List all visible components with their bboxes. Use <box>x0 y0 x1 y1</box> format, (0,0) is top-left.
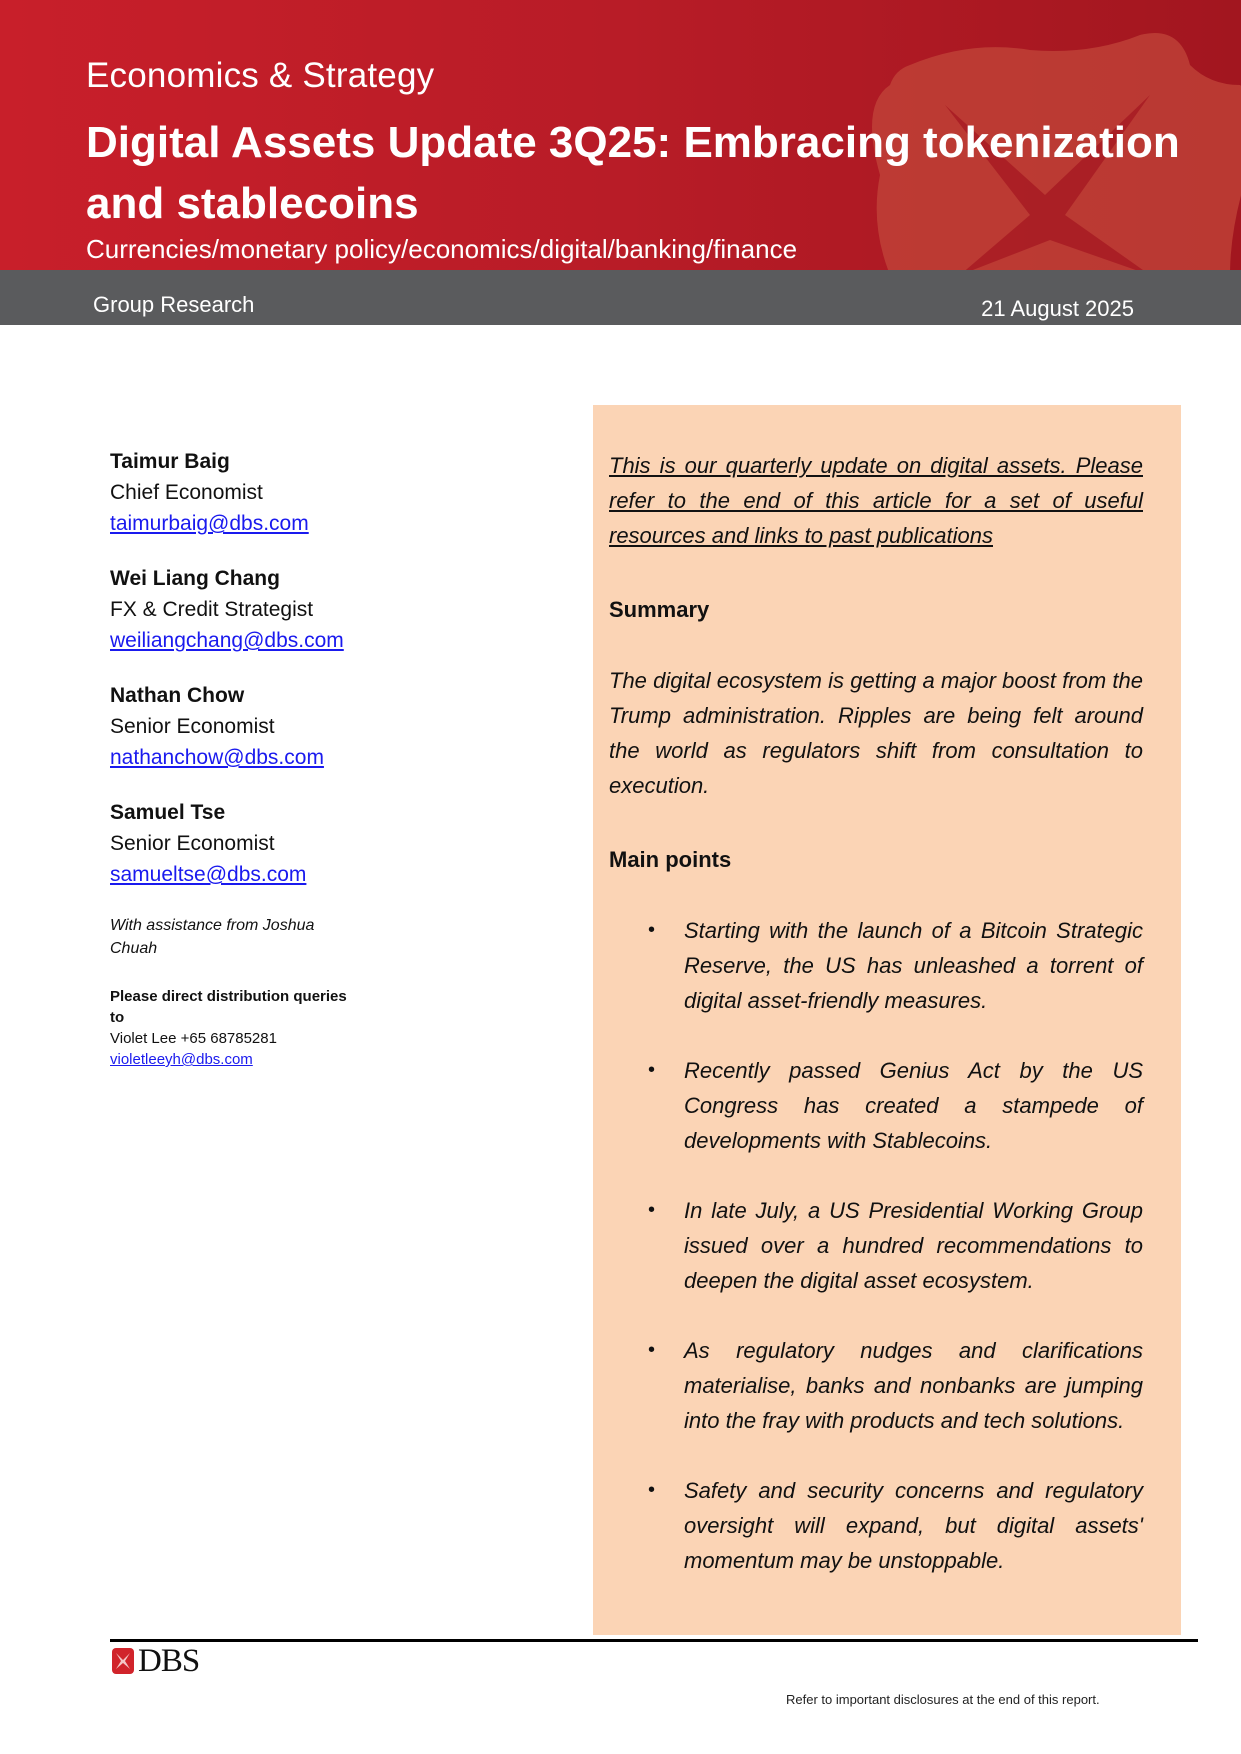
distribution-contact-line: Violet Lee +65 68785281 <box>110 1030 277 1047</box>
author-name: Samuel Tse <box>110 801 226 824</box>
author-email-link[interactable]: weiliangchang@dbs.com <box>110 629 344 652</box>
author-role: Chief Economist <box>110 481 263 504</box>
main-point-text: Starting with the launch of a Bitcoin Strategic Reserve, the US has unleashed a torrent of digital asset-friendly measures. <box>684 918 1143 1013</box>
main-point-item <box>609 1053 1143 1158</box>
author-name: Taimur Baig <box>110 450 230 473</box>
report-topics: Currencies/monetary policy/economics/digital/banking/finance <box>86 234 798 264</box>
author-email-link[interactable]: nathanchow@dbs.com <box>110 746 324 769</box>
main-point-text: Safety and security concerns and regulatory oversight will expand, but digital assets' momentum may be unstoppable. <box>684 1478 1143 1573</box>
author-list <box>110 446 400 1070</box>
author-card <box>110 563 400 656</box>
intro-link[interactable]: This is our quarterly update on digital assets. Please refer to the end of this article for a set of useful resources and links to past publications <box>609 453 1143 548</box>
author-email-link[interactable]: taimurbaig@dbs.com <box>110 512 309 535</box>
summary-text: The digital ecosystem is getting a major boost from the Trump administration. Ripples are being felt around the world as regulators shift from consultation to execution. <box>609 668 1143 798</box>
author-role: Senior Economist <box>110 832 275 855</box>
dbs-wordmark: DBS <box>138 1643 200 1679</box>
main-point-item <box>609 1333 1143 1438</box>
main-point-item <box>609 913 1143 1018</box>
report-date: 21 August 2025 <box>981 296 1134 321</box>
main-point-item <box>609 1473 1143 1578</box>
dbs-star-icon <box>112 1648 134 1674</box>
author-name: Wei Liang Chang <box>110 567 280 590</box>
group-label: Group Research <box>93 292 255 317</box>
bullet-icon: • <box>648 1059 656 1081</box>
summary-heading: Summary <box>609 597 710 622</box>
section-label: Economics & Strategy <box>86 56 435 95</box>
disclosure-note: Refer to important disclosures at the end of this report. <box>786 1692 1100 1707</box>
main-point-text: Recently passed Genius Act by the US Congress has created a stampede of developments with Stablecoins. <box>684 1058 1143 1153</box>
author-role: Senior Economist <box>110 715 275 738</box>
author-card <box>110 797 400 890</box>
author-role: FX & Credit Strategist <box>110 598 314 621</box>
author-card <box>110 446 400 539</box>
bullet-icon: • <box>648 1339 656 1361</box>
distribution-contact <box>110 986 360 1070</box>
author-name: Nathan Chow <box>110 684 245 707</box>
bullet-icon: • <box>648 1199 656 1221</box>
main-point-text: As regulatory nudges and clarifications materialise, banks and nonbanks are jumping into the fray with products and tech solutions. <box>684 1338 1143 1433</box>
footer-divider <box>110 1639 1198 1642</box>
bullet-icon: • <box>648 1479 656 1501</box>
author-email-link[interactable]: samueltse@dbs.com <box>110 863 307 886</box>
main-point-text: In late July, a US Presidential Working Group issued over a hundred recommendations to deepen the digital asset ecosystem. <box>684 1198 1143 1293</box>
summary-box <box>593 405 1181 1635</box>
main-points-list <box>609 913 1143 1578</box>
report-title: Digital Assets Update 3Q25: Embracing tokenization and stablecoins <box>86 118 1180 228</box>
distribution-heading: Please direct distribution queries to <box>110 988 347 1026</box>
assistance-note: With assistance from Joshua Chuah <box>110 917 315 957</box>
bullet-icon: • <box>648 919 656 941</box>
author-card <box>110 680 400 773</box>
main-points-heading: Main points <box>609 847 732 872</box>
main-point-item <box>609 1193 1143 1298</box>
dbs-logo <box>112 1643 200 1679</box>
distribution-email-link[interactable]: violetleeyh@dbs.com <box>110 1051 253 1068</box>
header-banner <box>0 0 1241 270</box>
